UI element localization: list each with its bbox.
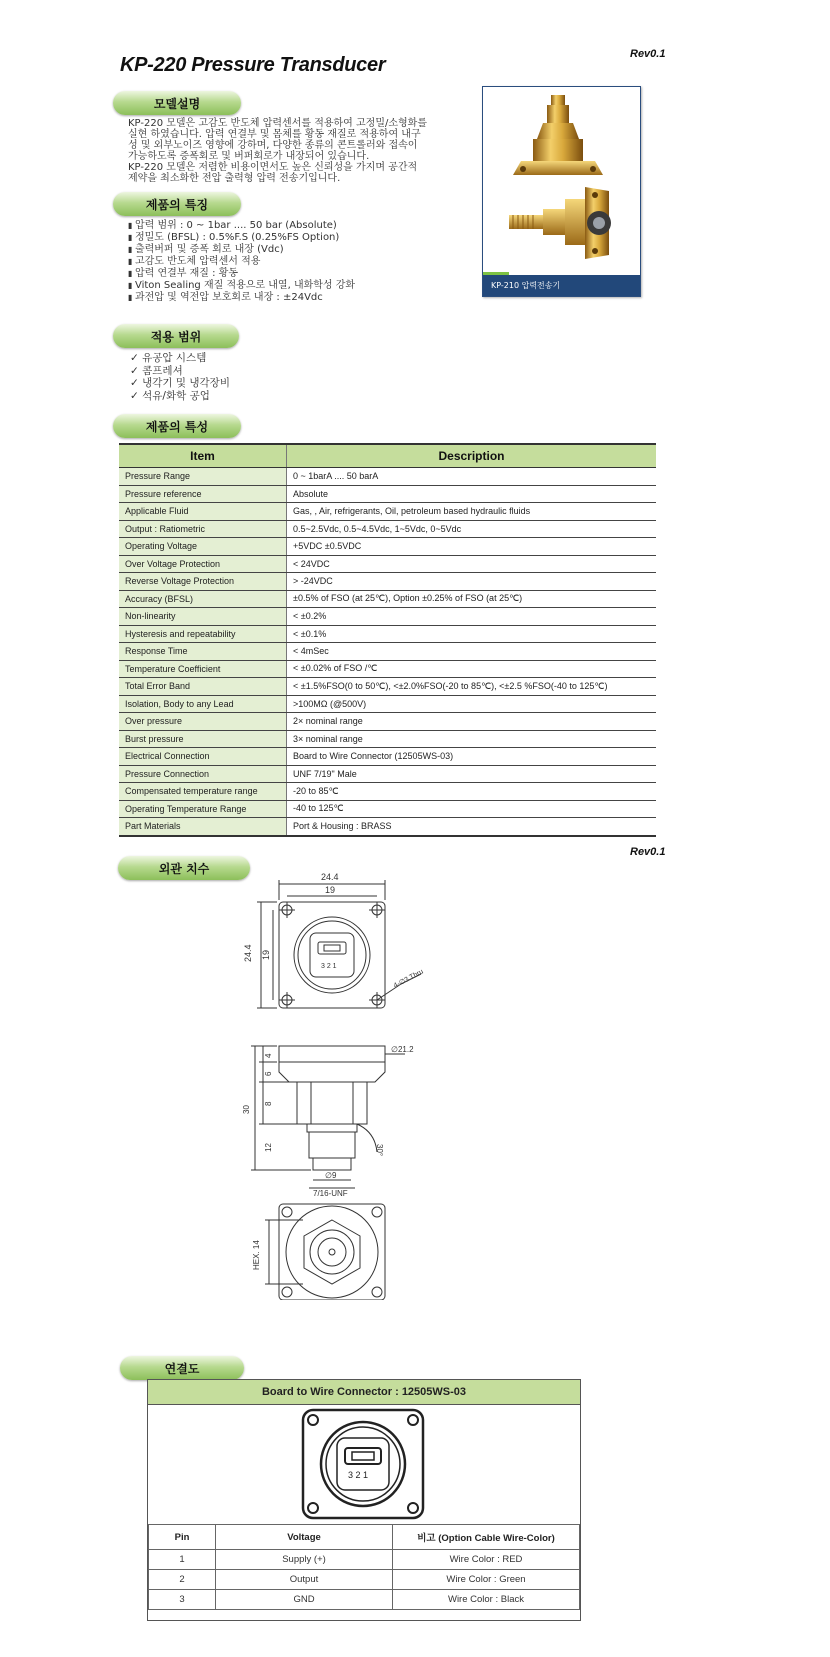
spec-value: Port & Housing : BRASS [287,818,657,836]
pin-number: 2 [149,1570,216,1590]
dim-6-label: 6 [264,1071,273,1076]
description-line: 실현 하였습니다. 압력 연결부 및 몸체를 황동 재질로 적용하여 내구 [128,129,421,140]
pin-voltage: GND [216,1590,393,1610]
spec-item: Applicable Fluid [119,503,287,521]
feature-item: ▮ Viton Sealing 재질 적용으로 내열, 내화학성 강화 [128,280,355,292]
spec-value: Board to Wire Connector (12505WS-03) [287,748,657,766]
spec-value: 3× nominal range [287,730,657,748]
description-line: KP-220 모델은 저렴한 비용이면서도 높은 신뢰성을 가지며 공간적 [128,162,418,173]
section-dimensions-header: 외관 치수 [118,856,250,880]
spec-item: Pressure reference [119,485,287,503]
spec-item: Over Voltage Protection [119,555,287,573]
spec-value: < ±0.2% [287,608,657,626]
section-connection-header: 연결도 [120,1356,244,1380]
spec-item: Temperature Coefficient [119,660,287,678]
dim-inner-label: 19 [325,885,336,895]
feature-item: ▮ 고감도 반도체 압력센서 적용 [128,256,355,268]
pin-table [148,1524,580,1610]
pin-color: Wire Color : Green [393,1570,580,1590]
revision-label: Rev0.1 [630,48,666,60]
dim-hex-label: HEX. 14 [252,1240,261,1270]
connection-title: Board to Wire Connector : 12505WS-03 [148,1380,580,1405]
section-specs-header: 제품의 특성 [113,414,241,438]
spec-value: 2× nominal range [287,713,657,731]
pin-color: Wire Color : Black [393,1590,580,1610]
spec-value: Absolute [287,485,657,503]
spec-value: > -24VDC [287,573,657,591]
pin-color: Wire Color : RED [393,1550,580,1570]
pin-header-remark: 비고 (Option Cable Wire-Color) [393,1525,580,1550]
table-row [119,678,656,696]
spec-value: Gas, , Air, refrigerants, Oil, petroleum based hydraulic fluids [287,503,657,521]
table-row [119,765,656,783]
section-description-header: 모델설명 [113,91,241,115]
spec-item: Response Time [119,643,287,661]
table-row [119,555,656,573]
feature-item: ▮ 정밀도 (BFSL) : 0.5%F.S (0.25%FS Option) [128,232,355,244]
spec-item: Compensated temperature range [119,783,287,801]
spec-value: -20 to 85℃ [287,783,657,801]
table-row [119,783,656,801]
spec-item: Hysteresis and repeatability [119,625,287,643]
spec-item: Electrical Connection [119,748,287,766]
applications-list [130,352,230,402]
spec-value: UNF 7/19" Male [287,765,657,783]
dim-height-label: 24.4 [243,944,253,962]
table-row [119,538,656,556]
spec-value: < ±1.5%FSO(0 to 50℃), <±2.0%FSO(-20 to 85℃), <±2.5 %FSO(-40 to 125℃) [287,678,657,696]
spec-item: Operating Temperature Range [119,800,287,818]
dim-12-label: 12 [264,1143,273,1152]
feature-item: ▮ 압력 연결부 재질 : 황동 [128,268,355,280]
transducer-photo-illustration [483,87,640,275]
spec-value: 0 ~ 1barA .... 50 barA [287,468,657,486]
spec-value: < 4mSec [287,643,657,661]
spec-item: Reverse Voltage Protection [119,573,287,591]
product-photo [482,86,641,297]
dim-angle-label: 30° [375,1144,384,1157]
spec-header-item: Item [119,444,287,468]
spec-item: Isolation, Body to any Lead [119,695,287,713]
dim-width-label: 24.4 [321,872,339,882]
application-item: ✓ 냉각기 및 냉각장비 [130,377,230,390]
dim-8-label: 8 [264,1101,273,1106]
table-row [119,590,656,608]
table-row [149,1570,580,1590]
table-row [119,748,656,766]
spec-value: ±0.5% of FSO (at 25℃), Option ±0.25% of FSO (at 25℃) [287,590,657,608]
spec-item: Accuracy (BFSL) [119,590,287,608]
dim-30-label: 30 [242,1105,251,1114]
connector-drawing [299,1408,427,1520]
connector-pins-label: 3 2 1 [348,1470,369,1480]
spec-item: Over pressure [119,713,287,731]
spec-value: < 24VDC [287,555,657,573]
spec-value: < ±0.02% of FSO /℃ [287,660,657,678]
spec-item: Burst pressure [119,730,287,748]
dim-thread-label: 7/16-UNF [313,1189,348,1198]
pin-voltage: Supply (+) [216,1550,393,1570]
revision-label-2: Rev0.1 [630,846,666,858]
description-line: 성 및 외부노이즈 영향에 강하며, 다양한 종류의 콘트롤러와 접속이 [128,140,418,151]
page-title: KP-220 Pressure Transducer [120,54,386,76]
table-row [119,608,656,626]
description-line: 제약을 최소화한 전압 출력형 압력 전송기입니다. [128,173,341,184]
table-row [149,1550,580,1570]
table-row [119,643,656,661]
spec-value: >100MΩ (@500V) [287,695,657,713]
drawing-pins-label: 3 2 1 [321,963,337,970]
feature-item: ▮ 출력버퍼 및 증폭 회로 내장 (Vdc) [128,244,355,256]
application-item: ✓ 석유/화학 공업 [130,390,230,403]
spec-item: Non-linearity [119,608,287,626]
application-item: ✓ 콤프레셔 [130,365,230,378]
dim-dia9-label: ∅9 [325,1171,337,1180]
pin-number: 1 [149,1550,216,1570]
pin-header-pin: Pin [149,1525,216,1550]
spec-table [119,443,656,837]
table-row [119,695,656,713]
table-row [119,468,656,486]
spec-item: Pressure Range [119,468,287,486]
table-row [119,503,656,521]
table-row [149,1590,580,1610]
table-row [119,713,656,731]
spec-value: 0.5~2.5Vdc, 0.5~4.5Vdc, 1~5Vdc, 0~5Vdc [287,520,657,538]
features-list [128,220,355,304]
dim-height-inner-label: 19 [261,949,271,960]
pin-number: 3 [149,1590,216,1610]
table-row [119,660,656,678]
description-line: KP-220 모델은 고감도 반도체 압력센서를 적용하여 고정밀/소형화를 [128,118,428,129]
dim-4-label: 4 [264,1053,273,1058]
spec-item: Operating Voltage [119,538,287,556]
dimension-drawing [235,860,455,1300]
dim-thru-label: 4-∅3 Thru [392,968,425,990]
table-row [119,800,656,818]
spec-item: Part Materials [119,818,287,836]
table-row [119,818,656,836]
table-row [119,485,656,503]
description-text [128,118,473,184]
pin-header-voltage: Voltage [216,1525,393,1550]
spec-item: Pressure Connection [119,765,287,783]
dim-dia21-label: ∅21.2 [391,1045,414,1054]
application-item: ✓ 유공압 시스템 [130,352,230,365]
description-line: 가능하도록 증폭회로 및 버퍼회로가 내장되어 있습니다. [128,151,370,162]
connection-diagram [147,1379,581,1621]
table-row [119,573,656,591]
feature-item: ▮ 과전압 및 역전압 보호회로 내장 : ±24Vdc [128,292,355,304]
photo-caption: KP-210 압력전송기 [483,275,640,296]
spec-value: -40 to 125℃ [287,800,657,818]
spec-value: < ±0.1% [287,625,657,643]
section-features-header: 제품의 특징 [113,192,241,216]
spec-item: Total Error Band [119,678,287,696]
spec-item: Output : Ratiometric [119,520,287,538]
table-row [119,625,656,643]
pin-voltage: Output [216,1570,393,1590]
spec-value: +5VDC ±0.5VDC [287,538,657,556]
table-row [119,730,656,748]
spec-header-description: Description [287,444,657,468]
feature-item: ▮ 압력 범위 : 0 ~ 1bar .... 50 bar (Absolute) [128,220,355,232]
table-row [119,520,656,538]
section-applications-header: 적용 범위 [113,324,239,348]
